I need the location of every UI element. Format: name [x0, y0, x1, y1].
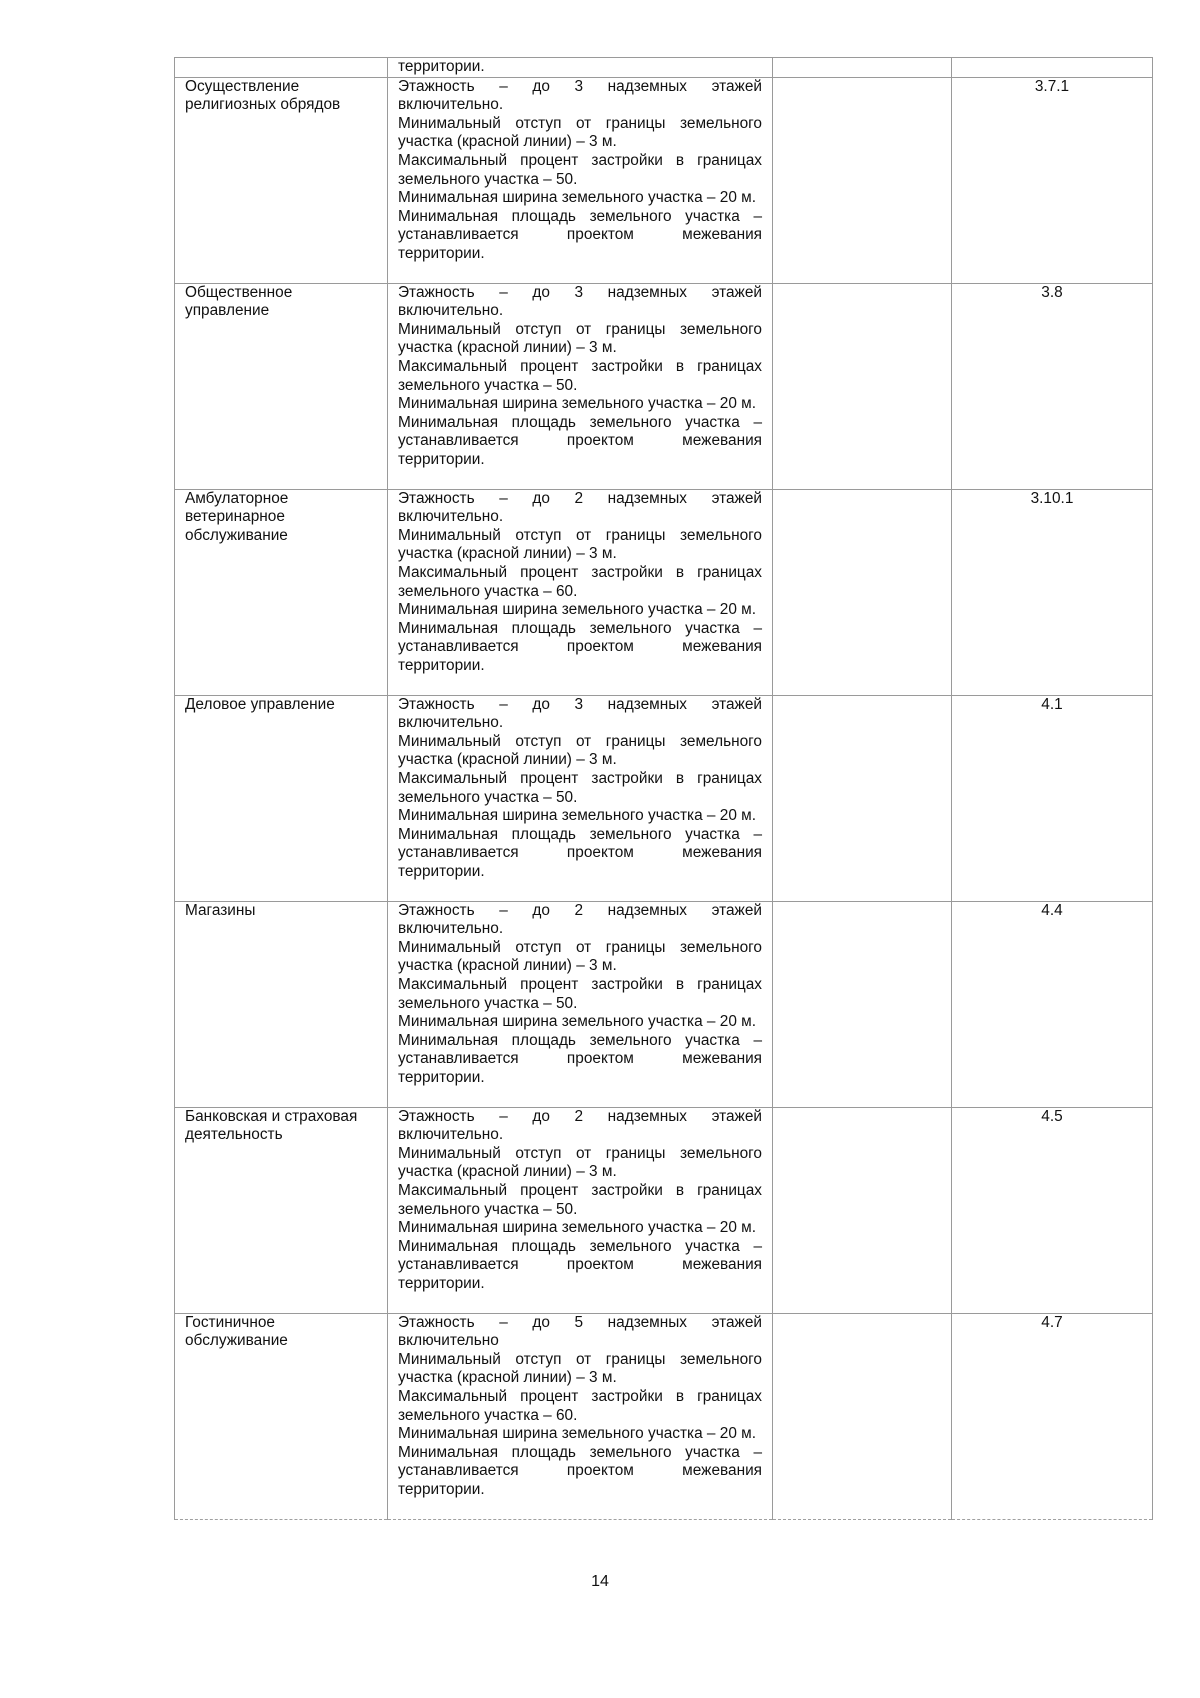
empty-cell [952, 58, 1153, 78]
floors-word: – [499, 489, 508, 507]
coverage-text: Максимальный процент застройки в границах земельного участка – 50. [398, 151, 762, 188]
floors-line [398, 490, 762, 509]
floors-word: Этажность [398, 695, 475, 713]
width-text: Минимальная ширина земельного участка – 20 м. [398, 395, 757, 413]
continuation-row [175, 58, 1153, 78]
use-type-name: Общественное управление [175, 283, 388, 489]
floors-word: Этажность [398, 1107, 475, 1125]
parameters-cell [388, 1313, 773, 1519]
floors-end: включительно. [398, 96, 504, 114]
setback-text: Минимальный отступ от границы земельного участка (красной линии) – 3 м. [398, 1144, 762, 1181]
land-use-table [174, 57, 1153, 1520]
floors-end: включительно [398, 1332, 499, 1350]
parameters-cell [388, 77, 773, 283]
floors-end: включительно. [398, 714, 504, 732]
floors-line [398, 284, 762, 303]
floors-word: до [532, 1313, 550, 1331]
floors-word: этажей [711, 901, 762, 919]
classifier-code: 3.8 [952, 283, 1153, 489]
setback-text: Минимальный отступ от границы земельного участка (красной линии) – 3 м. [398, 938, 762, 975]
floors-word: до [532, 1107, 550, 1125]
floors-end: включительно. [398, 920, 504, 938]
floors-word: этажей [711, 77, 762, 95]
parameters-cell [388, 901, 773, 1107]
width-text: Минимальная ширина земельного участка – 20 м. [398, 807, 757, 825]
floors-word: до [532, 901, 550, 919]
table-row [175, 1107, 1153, 1313]
floors-end: включительно. [398, 508, 504, 526]
width-text: Минимальная ширина земельного участка – 20 м. [398, 1219, 757, 1237]
area-text: Минимальная площадь земельного участка – устанавливается проектом межевания территории. [398, 413, 762, 468]
coverage-text: Максимальный процент застройки в границах земельного участка – 50. [398, 975, 762, 1012]
use-type-name: Амбулаторное ветеринарное обслуживание [175, 489, 388, 695]
floors-word: – [499, 695, 508, 713]
floors-line [398, 78, 762, 97]
floors-word: Этажность [398, 489, 475, 507]
coverage-text: Максимальный процент застройки в границах земельного участка – 50. [398, 1181, 762, 1218]
floors-word: этажей [711, 283, 762, 301]
setback-text: Минимальный отступ от границы земельного участка (красной линии) – 3 м. [398, 732, 762, 769]
area-text: Минимальная площадь земельного участка – устанавливается проектом межевания территории. [398, 1443, 762, 1498]
floors-line [398, 696, 762, 715]
floors-word: 5 [574, 1313, 584, 1331]
floors-word: 2 [574, 901, 584, 919]
floors-word: до [532, 283, 550, 301]
floors-word: 3 [574, 695, 584, 713]
empty-cell [175, 58, 388, 78]
floors-word: этажей [711, 489, 762, 507]
floors-word: 2 [574, 1107, 584, 1125]
floors-end: включительно. [398, 302, 504, 320]
table-row [175, 283, 1153, 489]
floors-word: надземных [607, 489, 687, 507]
floors-word: 3 [574, 283, 584, 301]
floors-line [398, 1108, 762, 1127]
setback-text: Минимальный отступ от границы земельного участка (красной линии) – 3 м. [398, 1350, 762, 1387]
area-text: Минимальная площадь земельного участка – устанавливается проектом межевания территории. [398, 207, 762, 262]
area-text: Минимальная площадь земельного участка – устанавливается проектом межевания территории. [398, 619, 762, 674]
empty-cell [773, 1313, 952, 1519]
floors-word: Этажность [398, 901, 475, 919]
table-row [175, 1313, 1153, 1519]
floors-word: Этажность [398, 77, 475, 95]
floors-word: – [499, 1107, 508, 1125]
width-text: Минимальная ширина земельного участка – 20 м. [398, 1013, 757, 1031]
floors-word: надземных [607, 695, 687, 713]
floors-word: надземных [607, 1107, 687, 1125]
floors-word: надземных [607, 283, 687, 301]
empty-cell [773, 901, 952, 1107]
classifier-code: 4.7 [952, 1313, 1153, 1519]
classifier-code: 4.4 [952, 901, 1153, 1107]
floors-word: 2 [574, 489, 584, 507]
parameters-cell [388, 695, 773, 901]
width-text: Минимальная ширина земельного участка – 20 м. [398, 601, 757, 619]
floors-word: этажей [711, 1107, 762, 1125]
floors-word: до [532, 695, 550, 713]
width-text: Минимальная ширина земельного участка – 20 м. [398, 189, 757, 207]
coverage-text: Максимальный процент застройки в границах земельного участка – 50. [398, 769, 762, 806]
use-type-name: Осуществление религиозных обрядов [175, 77, 388, 283]
table-row [175, 77, 1153, 283]
floors-word: – [499, 77, 508, 95]
parameters-cell [388, 1107, 773, 1313]
floors-end: включительно. [398, 1126, 504, 1144]
page-number: 14 [591, 1573, 609, 1590]
floors-line [398, 1314, 762, 1333]
setback-text: Минимальный отступ от границы земельного участка (красной линии) – 3 м. [398, 526, 762, 563]
classifier-code: 3.7.1 [952, 77, 1153, 283]
area-text: Минимальная площадь земельного участка – устанавливается проектом межевания территории. [398, 825, 762, 880]
classifier-code: 3.10.1 [952, 489, 1153, 695]
floors-word: – [499, 901, 508, 919]
setback-text: Минимальный отступ от границы земельного участка (красной линии) – 3 м. [398, 114, 762, 151]
area-text: Минимальная площадь земельного участка – устанавливается проектом межевания территории. [398, 1031, 762, 1086]
floors-word: надземных [607, 1313, 687, 1331]
use-type-name: Банковская и страховая деятельность [175, 1107, 388, 1313]
table-row [175, 901, 1153, 1107]
empty-cell [773, 58, 952, 78]
floors-word: до [532, 77, 550, 95]
empty-cell [773, 283, 952, 489]
use-type-name: Гостиничное обслуживание [175, 1313, 388, 1519]
floors-word: – [499, 283, 508, 301]
empty-cell [773, 489, 952, 695]
floors-word: надземных [607, 901, 687, 919]
floors-word: Этажность [398, 1313, 475, 1331]
coverage-text: Максимальный процент застройки в границах земельного участка – 60. [398, 1387, 762, 1424]
coverage-text: Максимальный процент застройки в границах земельного участка – 60. [398, 563, 762, 600]
floors-word: надземных [607, 77, 687, 95]
table-row [175, 695, 1153, 901]
parameters-cell [388, 489, 773, 695]
floors-word: Этажность [398, 283, 475, 301]
coverage-text: Максимальный процент застройки в границах земельного участка – 50. [398, 357, 762, 394]
area-text: Минимальная площадь земельного участка – устанавливается проектом межевания территории. [398, 1237, 762, 1292]
classifier-code: 4.5 [952, 1107, 1153, 1313]
floors-word: 3 [574, 77, 584, 95]
floors-line [398, 902, 762, 921]
use-type-name: Магазины [175, 901, 388, 1107]
floors-word: этажей [711, 1313, 762, 1331]
empty-cell [773, 1107, 952, 1313]
floors-word: – [499, 1313, 508, 1331]
setback-text: Минимальный отступ от границы земельного участка (красной линии) – 3 м. [398, 320, 762, 357]
empty-cell [773, 77, 952, 283]
width-text: Минимальная ширина земельного участка – 20 м. [398, 1425, 757, 1443]
empty-cell [773, 695, 952, 901]
floors-word: до [532, 489, 550, 507]
floors-word: этажей [711, 695, 762, 713]
table-row [175, 489, 1153, 695]
continuation-text: территории. [388, 58, 773, 78]
classifier-code: 4.1 [952, 695, 1153, 901]
parameters-cell [388, 283, 773, 489]
use-type-name: Деловое управление [175, 695, 388, 901]
